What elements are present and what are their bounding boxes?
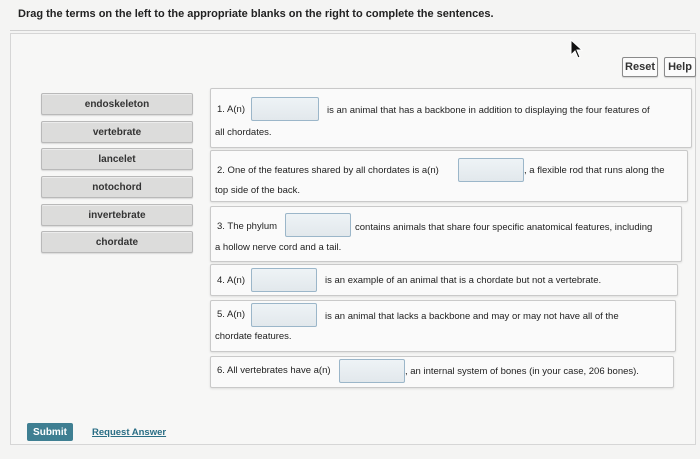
mouse-cursor-icon (570, 39, 584, 59)
sentence-1-before: 1. A(n) (217, 104, 245, 115)
sentence-3-before: 3. The phylum (217, 221, 278, 232)
sentence-1-blank[interactable] (251, 97, 319, 121)
sentence-5 (210, 300, 676, 352)
sentence-6-after: , an internal system of bones (in your case, 206 bones). (405, 366, 639, 377)
term-vertebrate[interactable]: vertebrate (41, 121, 193, 143)
sentence-5-before: 5. A(n) (217, 309, 245, 320)
help-button[interactable]: Help (664, 57, 696, 77)
sentence-2-before: 2. One of the features shared by all chordates is a(n) (217, 165, 439, 176)
sentence-3-after: contains animals that share four specific anatomical features, including (355, 222, 653, 233)
sentence-4-after: is an example of an animal that is a chordate but not a vertebrate. (325, 275, 602, 286)
sentence-6 (210, 356, 674, 388)
sentence-2-blank[interactable] (458, 158, 524, 182)
sentence-5-after: is an animal that lacks a backbone and may or may not have all of the (325, 311, 619, 322)
sentence-5-blank[interactable] (251, 303, 317, 327)
term-chordate[interactable]: chordate (41, 231, 193, 253)
sentence-1-after: is an animal that has a backbone in addition to displaying the four features of (327, 105, 650, 116)
sentence-3-blank[interactable] (285, 213, 351, 237)
sentence-2-line2: top side of the back. (215, 185, 301, 196)
submit-button[interactable]: Submit (27, 423, 73, 441)
sentence-6-blank[interactable] (339, 359, 405, 383)
term-invertebrate[interactable]: invertebrate (41, 204, 193, 226)
term-endoskeleton[interactable]: endoskeleton (41, 93, 193, 115)
reset-button[interactable]: Reset (622, 57, 658, 77)
sentence-3 (210, 206, 682, 262)
sentence-4 (210, 264, 678, 296)
sentence-2-after: , a flexible rod that runs along the (524, 165, 665, 176)
term-lancelet[interactable]: lancelet (41, 148, 193, 170)
sentence-4-before: 4. A(n) (217, 275, 245, 286)
sentence-3-line2: a hollow nerve cord and a tail. (215, 242, 342, 253)
sentence-6-before: 6. All vertebrates have a(n) (217, 365, 331, 376)
header-divider (10, 30, 690, 31)
instruction-text: Drag the terms on the left to the appropriate blanks on the right to complete the sentences. (18, 8, 494, 20)
request-answer-link[interactable]: Request Answer (92, 427, 167, 438)
sentence-2 (210, 150, 688, 202)
sentence-1-line2: all chordates. (215, 127, 272, 138)
sentence-4-blank[interactable] (251, 268, 317, 292)
sentence-1 (210, 88, 692, 148)
term-notochord[interactable]: notochord (41, 176, 193, 198)
sentence-5-line2: chordate features. (215, 331, 292, 342)
